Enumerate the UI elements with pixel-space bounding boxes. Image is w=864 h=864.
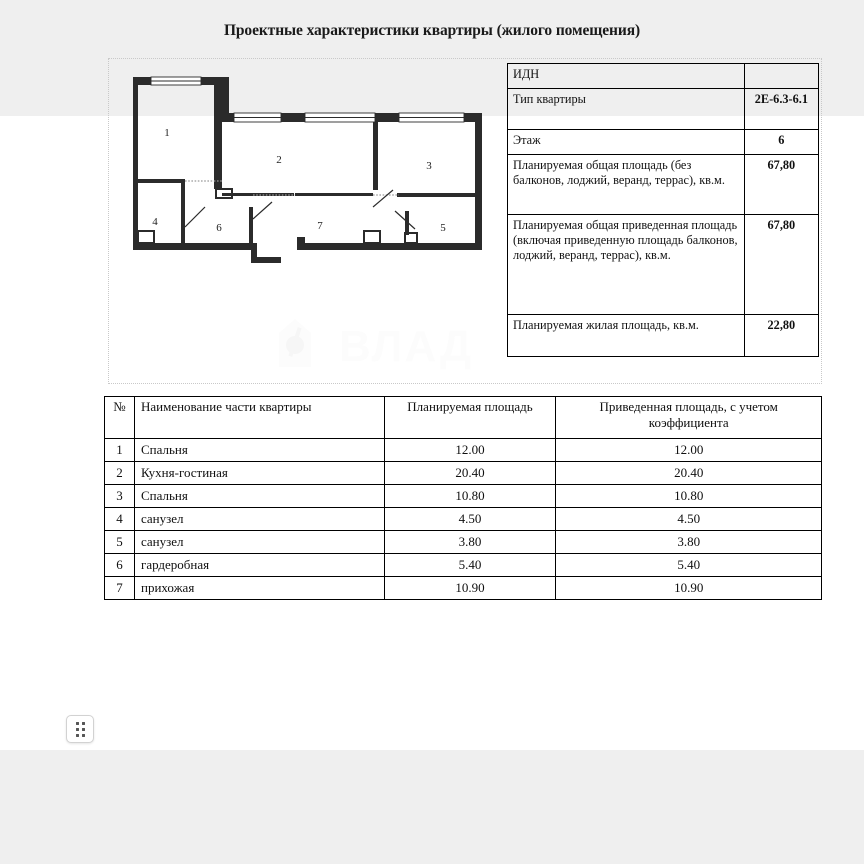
page-title: Проектные характеристики квартиры (жилого помещения)	[223, 22, 641, 39]
cell-reduced: 10.90	[556, 577, 822, 600]
plan-and-spec-region	[108, 58, 822, 384]
header-number: №	[105, 397, 135, 439]
cell-planned: 10.90	[384, 577, 556, 600]
cell-name: Спальня	[134, 439, 384, 462]
apartment-spec-table	[507, 63, 819, 357]
spec-value-type: 2Е-6.3-6.1	[744, 89, 818, 130]
spec-label-idn: ИДН	[508, 64, 745, 89]
cell-name: Кухня-гостиная	[134, 462, 384, 485]
spec-value-idn	[744, 64, 818, 89]
cell-number: 7	[105, 577, 135, 600]
spec-value-living-area: 22,80	[744, 315, 818, 357]
spec-label-living-area: Планируемая жилая площадь, кв.м.	[508, 315, 745, 357]
grid-handle-button[interactable]	[66, 715, 94, 743]
spec-label-floor: Этаж	[508, 130, 745, 155]
table-row	[105, 439, 822, 462]
header-name: Наименование части квартиры	[134, 397, 384, 439]
room-label-6: 6	[216, 222, 222, 234]
window-room3	[399, 113, 464, 122]
room-label-5: 5	[440, 222, 446, 234]
cell-reduced: 5.40	[556, 554, 822, 577]
cell-planned: 12.00	[384, 439, 556, 462]
spec-value-floor: 6	[744, 130, 818, 155]
header-planned: Планируемая площадь	[384, 397, 556, 439]
cell-number: 5	[105, 531, 135, 554]
cell-planned: 10.80	[384, 485, 556, 508]
cell-number: 4	[105, 508, 135, 531]
header-reduced: Приведенная площадь, с учетом коэффициента	[556, 397, 822, 439]
cell-name: Спальня	[134, 485, 384, 508]
table-row	[105, 531, 822, 554]
floor-plan	[109, 59, 507, 385]
cell-reduced: 10.80	[556, 485, 822, 508]
cell-planned: 20.40	[384, 462, 556, 485]
cell-number: 6	[105, 554, 135, 577]
table-header-row	[105, 397, 822, 439]
cell-name: санузел	[134, 508, 384, 531]
cell-reduced: 12.00	[556, 439, 822, 462]
spec-row-idn	[508, 64, 819, 89]
room-label-3: 3	[426, 160, 432, 172]
cell-reduced: 20.40	[556, 462, 822, 485]
table-row	[105, 508, 822, 531]
spec-label-reduced-area: Планируемая общая приведенная площадь (включая приведенную площадь балконов, лоджий, веранд, террас), кв.м.	[508, 215, 745, 315]
cell-reduced: 3.80	[556, 531, 822, 554]
spec-row-type	[508, 89, 819, 130]
spec-row-reduced-area	[508, 215, 819, 315]
cell-planned: 5.40	[384, 554, 556, 577]
cell-planned: 4.50	[384, 508, 556, 531]
cell-number: 3	[105, 485, 135, 508]
window-room2-left	[234, 113, 281, 122]
cell-name: прихожая	[134, 577, 384, 600]
spec-label-total-area: Планируемая общая площадь (без балконов, лоджий, веранд, террас), кв.м.	[508, 155, 745, 215]
table-row	[105, 554, 822, 577]
room-label-1: 1	[164, 127, 170, 139]
cell-number: 2	[105, 462, 135, 485]
spec-label-type: Тип квартиры	[508, 89, 745, 130]
cell-name: гардеробная	[134, 554, 384, 577]
spec-row-total-area	[508, 155, 819, 215]
table-row	[105, 485, 822, 508]
spec-row-floor	[508, 130, 819, 155]
room-label-7: 7	[317, 220, 323, 232]
room-label-4: 4	[152, 216, 158, 228]
spec-value-reduced-area: 67,80	[744, 215, 818, 315]
table-row	[105, 462, 822, 485]
window-room2-right	[305, 113, 375, 122]
apartment-parts-table	[104, 396, 822, 600]
spec-value-total-area: 67,80	[744, 155, 818, 215]
table-row	[105, 577, 822, 600]
cell-number: 1	[105, 439, 135, 462]
cell-name: санузел	[134, 531, 384, 554]
cell-planned: 3.80	[384, 531, 556, 554]
grid-dots-icon	[76, 722, 85, 737]
watermark-text: ВЛАД	[339, 322, 474, 371]
cell-reduced: 4.50	[556, 508, 822, 531]
room-label-2: 2	[276, 154, 282, 166]
spec-row-living-area	[508, 315, 819, 357]
window-room1	[151, 77, 201, 85]
